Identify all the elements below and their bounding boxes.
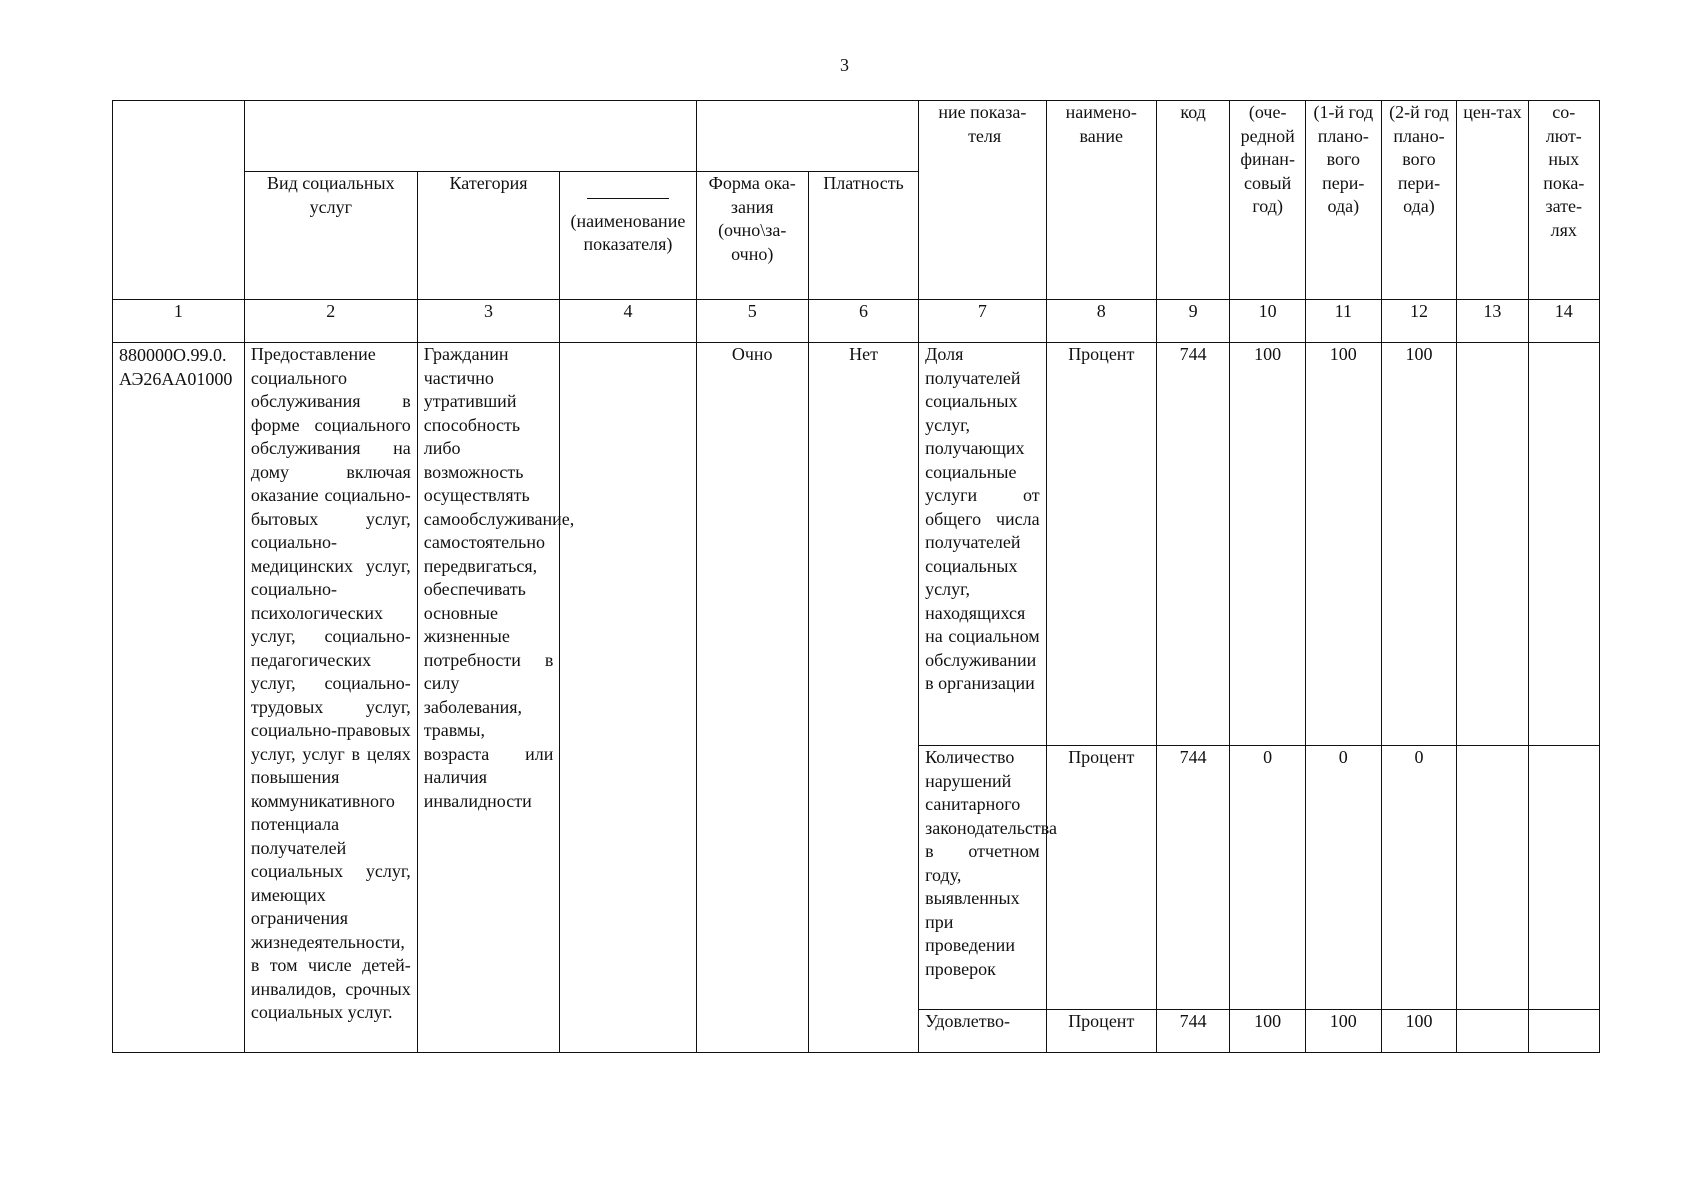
- col-number: 12: [1381, 300, 1457, 343]
- header-col8: наимено-вание: [1046, 101, 1156, 300]
- recipient-category: Гражданин частично утративший способность либо возможность осуществлять самообслуживание, самостоятельно передвигаться, обеспечивать основные жизненные потребности в силу заболевания, травмы, возраста или наличия инвалидности: [417, 343, 560, 1053]
- service-paid: Нет: [808, 343, 918, 1053]
- deviation-percent: [1457, 746, 1528, 1010]
- indicator-code: 744: [1156, 746, 1229, 1010]
- header-col2: Вид социальных услуг: [244, 172, 417, 300]
- page-number: 3: [840, 55, 849, 75]
- deviation-absolute: [1528, 1010, 1599, 1053]
- col-number: 10: [1230, 300, 1306, 343]
- col-number: 2: [244, 300, 417, 343]
- value-year0: 100: [1230, 343, 1306, 746]
- header-col13: цен-тах: [1457, 101, 1528, 300]
- value-year2: 100: [1381, 343, 1457, 746]
- col-number: 3: [417, 300, 560, 343]
- deviation-percent: [1457, 343, 1528, 746]
- header-col1: [113, 101, 245, 300]
- table-row: [113, 343, 1600, 746]
- header-group-conditions: [696, 101, 919, 172]
- deviation-absolute: [1528, 746, 1599, 1010]
- value-year0: 100: [1230, 1010, 1306, 1053]
- header-col6: Платность: [808, 172, 918, 300]
- value-year2: 100: [1381, 1010, 1457, 1053]
- col-number: 4: [560, 300, 696, 343]
- registry-code: 880000О.99.0.АЭ26АА01000: [113, 343, 245, 1053]
- header-col12: (2-й год плано-вого пери-ода): [1381, 101, 1457, 300]
- col-number: 9: [1156, 300, 1229, 343]
- indicator-blank: [560, 343, 696, 1053]
- value-year0: 0: [1230, 746, 1306, 1010]
- service-form: Очно: [696, 343, 808, 1053]
- header-col9: код: [1156, 101, 1229, 300]
- header-col4-label: (наименование показателя): [570, 210, 686, 254]
- col-number: 7: [919, 300, 1047, 343]
- header-col11: (1-й год плано-вого пери-ода): [1305, 101, 1381, 300]
- indicator-code: 744: [1156, 1010, 1229, 1053]
- col-number: 6: [808, 300, 918, 343]
- value-year1: 100: [1305, 1010, 1381, 1053]
- deviation-percent: [1457, 1010, 1528, 1053]
- indicator-unit: Процент: [1046, 1010, 1156, 1053]
- indicator-name: Доля получателей социальных услуг, получающих социальные услуги от общего числа получателей социальных услуг, находящихся на социальном обслуживании в организации: [919, 343, 1047, 746]
- indicator-unit: Процент: [1046, 746, 1156, 1010]
- col-number: 13: [1457, 300, 1528, 343]
- service-type: Предоставление социального обслуживания в форме социального обслуживания на дому включая оказание социально-бытовых услуг, социально-медицинских услуг, социально-психологических услуг, социально-педагогических услуг, социально-трудовых услуг, социально-правовых услуг, услуг в целях повышения коммуникативного потенциала получателей социальных услуг, имеющих ограничения жизнедеятельности, в том числе детей-инвалидов, срочных социальных услуг.: [244, 343, 417, 1053]
- value-year2: 0: [1381, 746, 1457, 1010]
- header-col5: Форма ока-зания (очно\за-очно): [696, 172, 808, 300]
- col-number: 8: [1046, 300, 1156, 343]
- indicator-unit: Процент: [1046, 343, 1156, 746]
- header-col4: [560, 172, 696, 300]
- value-year1: 100: [1305, 343, 1381, 746]
- header-col3: Категория: [417, 172, 560, 300]
- header-col7: ние показа- теля: [919, 101, 1047, 300]
- header-col10: (оче-редной финан-совый год): [1230, 101, 1306, 300]
- deviation-absolute: [1528, 343, 1599, 746]
- service-indicators-table: [112, 100, 1600, 1053]
- column-numbers-row: [113, 300, 1600, 343]
- header-col14: со-лют-ных пока-зате-лях: [1528, 101, 1599, 300]
- header-group-content: [244, 101, 696, 172]
- col-number: 5: [696, 300, 808, 343]
- blank-underline: [587, 198, 669, 203]
- indicator-code: 744: [1156, 343, 1229, 746]
- value-year1: 0: [1305, 746, 1381, 1010]
- header-row-top: [113, 101, 1600, 172]
- col-number: 1: [113, 300, 245, 343]
- indicator-name: Удовлетво-: [919, 1010, 1047, 1053]
- indicator-name: Количество нарушений санитарного законодательства в отчетном году, выявленных при проведении проверок: [919, 746, 1047, 1010]
- col-number: 11: [1305, 300, 1381, 343]
- col-number: 14: [1528, 300, 1599, 343]
